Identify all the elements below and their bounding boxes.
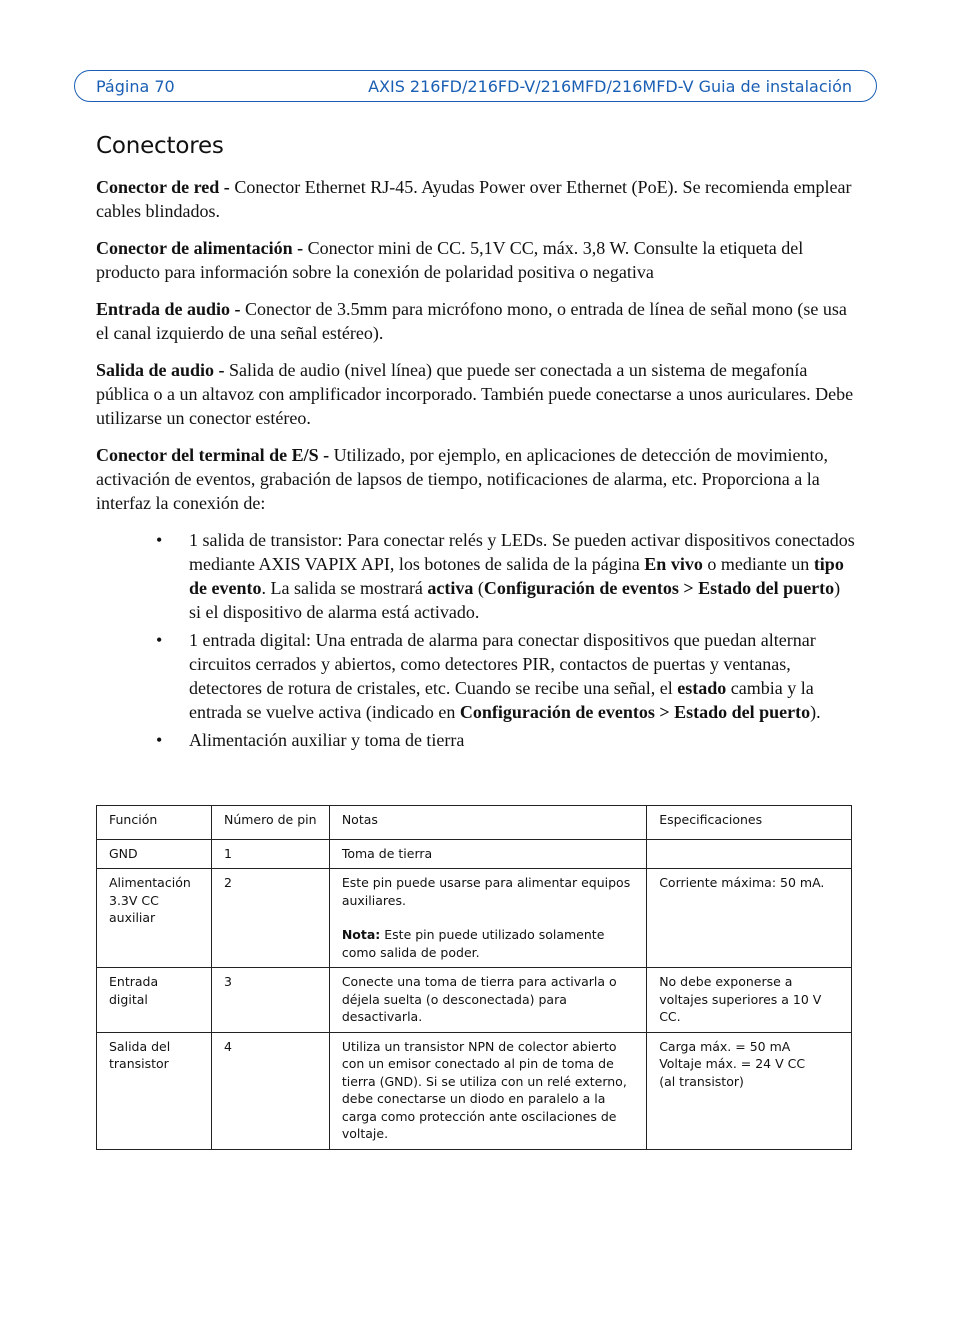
cell-specs xyxy=(647,839,852,869)
cell-pin: 1 xyxy=(211,839,329,869)
paragraph-io-terminal xyxy=(96,443,856,515)
paragraph-power-connector xyxy=(96,236,856,284)
cell-pin: 4 xyxy=(211,1032,329,1149)
bullet-icon: • xyxy=(156,630,163,650)
table-row xyxy=(97,968,852,1033)
table-row xyxy=(97,1032,852,1149)
term-label: Salida de audio - xyxy=(96,360,225,380)
term-label: Conector de alimentación - xyxy=(96,238,304,258)
term-label: Entrada de audio - xyxy=(96,299,241,319)
bullet-icon: • xyxy=(156,530,163,550)
list-item: • Alimentación auxiliar y toma de tierra xyxy=(156,730,465,750)
cell-function: GND xyxy=(97,839,212,869)
cell-notes: Este pin puede usarse para alimentar equipos auxiliares. Nota: Este pin puede utilizado solamente como salida de poder. xyxy=(329,869,646,968)
column-header-pin: Número de pin xyxy=(211,806,329,840)
page-header xyxy=(74,70,877,102)
column-header-notes: Notas xyxy=(329,806,646,840)
io-bullet-list xyxy=(96,528,856,752)
cell-specs: Carga máx. = 50 mA Voltaje máx. = 24 V CC (al transistor) xyxy=(647,1032,852,1149)
term-description: Salida de audio (nivel línea) que puede ser conectada a un sistema de megafonía pública o a un altavoz con amplificador incorporado. También puede conectarse a unos auriculares. Debe utilizarse un conector estéreo. xyxy=(96,360,854,428)
cell-notes: Utiliza un transistor NPN de colector abierto con un emisor conectado al pin de toma de tierra (GND). Si se utiliza con un relé externo, debe conectarse un diodo en paralelo a la carga como protección ante oscilaciones de voltaje. xyxy=(329,1032,646,1149)
cell-specs: Corriente máxima: 50 mA. xyxy=(647,869,852,968)
pin-table xyxy=(96,805,852,1150)
table-row xyxy=(97,839,852,869)
cell-function: Alimentación 3.3V CC auxiliar xyxy=(97,869,212,968)
table-row xyxy=(97,869,852,968)
cell-pin: 2 xyxy=(211,869,329,968)
cell-notes: Toma de tierra xyxy=(329,839,646,869)
table-header-row xyxy=(97,806,852,840)
term-description: Utilizado, por ejemplo, en aplicaciones de detección de movimiento, activación de eventos, grabación de lapsos de tiempo, notificaciones de alarma, etc. Proporciona a la interfaz la conexión de: xyxy=(96,445,828,513)
paragraph-network-connector xyxy=(96,175,856,223)
column-header-specs: Especificaciones xyxy=(647,806,852,840)
cell-specs: No debe exponerse a voltajes superiores a 10 V CC. xyxy=(647,968,852,1033)
document-title: AXIS 216FD/216FD-V/216MFD/216MFD-V Guia de instalación xyxy=(368,77,852,96)
cell-notes: Conecte una toma de tierra para activarla o déjela suelta (o desconectada) para desactivarla. xyxy=(329,968,646,1033)
cell-function: Entrada digital xyxy=(97,968,212,1033)
bullet-icon: • xyxy=(156,730,163,750)
term-label: Conector de red - xyxy=(96,177,230,197)
term-description: Conector de 3.5mm para micrófono mono, o entrada de línea de señal mono (se usa el canal izquierdo de una señal estéreo). xyxy=(96,299,847,343)
cell-pin: 3 xyxy=(211,968,329,1033)
list-item: • 1 salida de transistor: Para conectar relés y LEDs. Se pueden activar dispositivos conectados mediante AXIS VAPIX API, los botones de salida de la página En vivo o mediante un tipo de evento. La salida se mostrará activa (Configuración de eventos > Estado del puerto) si el dispositivo de alarma está activado. xyxy=(156,530,855,622)
term-description: Conector Ethernet RJ-45. Ayudas Power over Ethernet (PoE). Se recomienda emplear cables blindados. xyxy=(96,177,852,221)
body-text xyxy=(96,175,856,756)
page-number: Página 70 xyxy=(96,77,175,96)
paragraph-audio-in xyxy=(96,297,856,345)
column-header-function: Función xyxy=(97,806,212,840)
note-label: Nota: xyxy=(341,927,381,942)
term-description: Conector mini de CC. 5,1V CC, máx. 3,8 W. Consulte la etiqueta del producto para información sobre la conexión de polaridad positiva o negativa xyxy=(96,238,804,282)
term-label: Conector del terminal de E/S - xyxy=(96,445,330,465)
section-heading: Conectores xyxy=(96,133,224,159)
paragraph-audio-out xyxy=(96,358,856,430)
cell-function: Salida del transistor xyxy=(97,1032,212,1149)
list-item: • 1 entrada digital: Una entrada de alarma para conectar dispositivos que puedan alternar circuitos cerrados y abiertos, como detectores PIR, contactos de puertas y ventanas, detectores de rotura de cristales, etc. Cuando se recibe una señal, el estado cambia y la entrada se vuelve activa (indicado en Configuración de eventos > Estado del puerto). xyxy=(156,630,821,722)
